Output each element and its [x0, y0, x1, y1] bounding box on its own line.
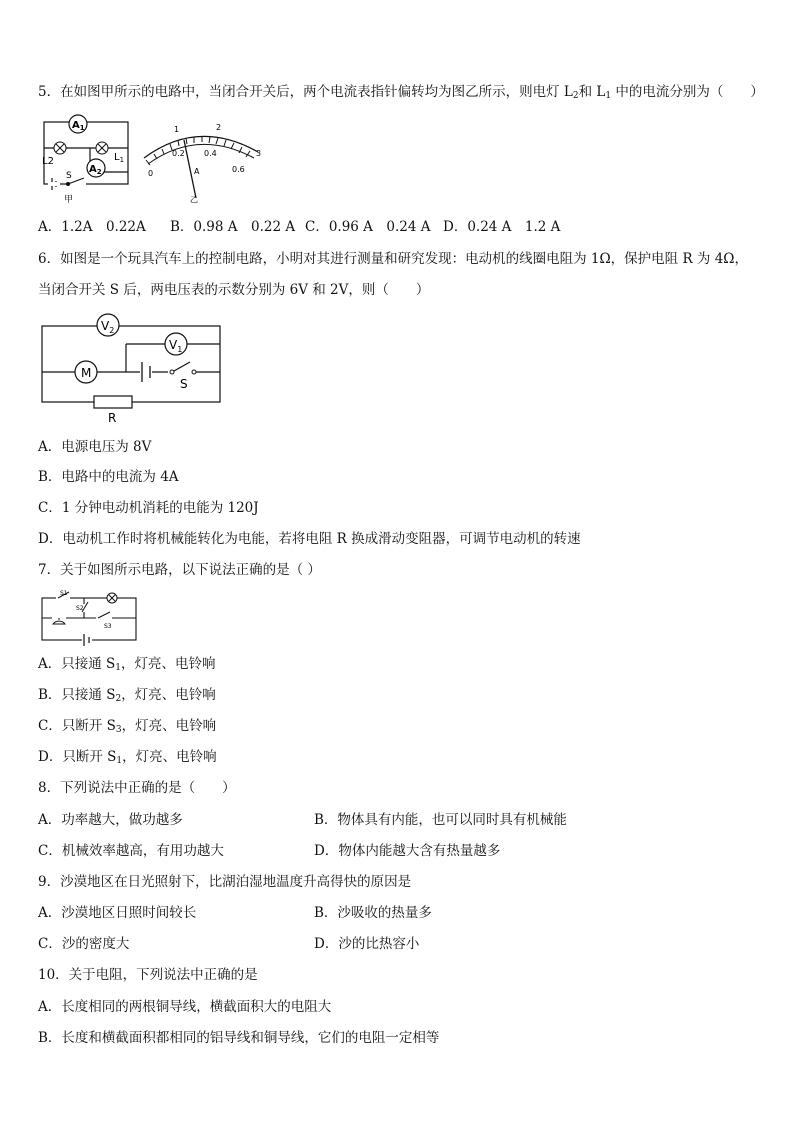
svg-text:S2: S2 — [76, 605, 84, 612]
q5-option-c: C．0.96 A 0.24 A — [305, 219, 431, 235]
svg-text:0.6: 0.6 — [232, 165, 245, 174]
q6-stem-line1: 6．如图是一个玩具汽车上的控制电路，小明对其进行测量和研究发现：电动机的线圈电阻为 1Ω，保护电阻 R 为 4Ω， — [38, 251, 748, 267]
battery-icon — [82, 634, 92, 646]
bell-icon — [52, 615, 66, 625]
q8-option-d: D．物体内能越大含有热量越多 — [314, 843, 501, 859]
svg-text:L1: $L_1$ — [114, 152, 125, 164]
q5-circuit-jia-figure — [38, 112, 133, 204]
switch-icon — [168, 362, 196, 376]
q6-option-b: B．电路中的电流为 4A — [38, 469, 179, 485]
lamp-l1-icon — [96, 142, 108, 154]
q8-option-c: C．机械效率越高，有用功越大 — [38, 843, 224, 859]
svg-text:0.4: 0.4 — [204, 149, 217, 158]
q9-option-d: D．沙的比热容小 — [314, 936, 420, 952]
q8-stem: 8．下列说法中正确的是（ ） — [38, 780, 236, 796]
q7-option-b: B．只接通 $S_2$，灯亮、电铃响 — [38, 687, 216, 704]
battery-icon — [140, 362, 152, 382]
svg-text:V1: $V_1$ — [169, 338, 183, 354]
q7-option-d: D．只断开 $S_1$，灯亮、电铃响 — [38, 749, 217, 766]
q5-ammeter-yi-figure — [136, 118, 266, 204]
jia-caption: 甲 — [64, 195, 74, 204]
svg-text:R: R — [108, 411, 117, 424]
q5-options — [38, 218, 560, 236]
svg-text:V2: $V_2$ — [101, 319, 115, 335]
q6-option-d: D．电动机工作时将机械能转化为电能，若将电阻 R 换成滑动变阻器，可调节电动机的转速 — [38, 531, 581, 547]
l2-label: L2 — [42, 156, 54, 167]
svg-text:S: S — [180, 377, 188, 391]
svg-text:S1: S1 — [60, 590, 68, 597]
svg-text:S3: S3 — [104, 623, 112, 630]
svg-text:A1: $A_1$ — [72, 120, 85, 132]
lamp-icon — [107, 593, 117, 603]
q7-option-a: A．只接通 $S_1$，灯亮、电铃响 — [38, 656, 216, 673]
q8-option-a: A．功率越大，做功越多 — [38, 812, 183, 828]
q7-circuit-figure — [38, 590, 140, 646]
q7-stem: 7．关于如图所示电路，以下说法正确的是（ ） — [38, 562, 321, 578]
resistor-icon — [94, 396, 132, 408]
q6-stem-line2: 当闭合开关 S 后，两电压表的示数分别为 6V 和 2V，则（ ） — [38, 282, 430, 298]
q6-option-c: C．1 分钟电动机消耗的电能为 120J — [38, 500, 259, 516]
yi-caption: 乙 — [190, 195, 198, 204]
q6-option-a: A．电源电压为 8V — [38, 439, 152, 455]
q7-option-c: C．只断开 $S_3$，灯亮、电铃响 — [38, 718, 217, 735]
q9-option-c: C．沙的密度大 — [38, 936, 130, 952]
q6-circuit-figure — [38, 312, 224, 424]
svg-text:A: A — [194, 167, 200, 176]
svg-text:0: 0 — [148, 169, 154, 178]
q9-option-a: A．沙漠地区日照时间较长 — [38, 905, 197, 921]
svg-text:M: M — [81, 366, 92, 380]
svg-text:3: 3 — [256, 149, 262, 158]
q10-option-a: A．长度相同的两根铜导线，横截面积大的电阻大 — [38, 999, 332, 1015]
q5-stem: 5．在如图甲所示的电路中，当闭合开关后，两个电流表指针偏转均为图乙所示，则电灯 $L_2$和 $L_1$ 中的电流分别为（ ） — [38, 84, 764, 101]
s-label: S — [66, 171, 72, 181]
q10-option-b: B．长度和横截面积都相同的铝导线和铜导线，它们的电阻一定相等 — [38, 1030, 440, 1046]
q5-option-b: B．0.98 A 0.22 A — [170, 219, 296, 235]
q5-option-d: D．0.24 A 1.2 A — [443, 219, 561, 235]
lamp-l2-icon — [54, 142, 66, 154]
q10-stem: 10．关于电阻，下列说法中正确的是 — [38, 967, 258, 983]
svg-text:2: 2 — [216, 123, 222, 132]
svg-text:1: 1 — [174, 125, 180, 134]
svg-text:A2: $A_2$ — [89, 164, 102, 176]
q9-stem: 9．沙漠地区在日光照射下，比湖泊湿地温度升高得快的原因是 — [38, 874, 412, 890]
svg-text:0.2: 0.2 — [172, 149, 185, 158]
q5-option-a: A．1.2A 0.22A — [38, 219, 146, 235]
q9-option-b: B．沙吸收的热量多 — [314, 905, 432, 921]
scale-ticks — [146, 136, 250, 165]
q8-option-b: B．物体具有内能，也可以同时具有机械能 — [314, 812, 567, 828]
switch-s3-icon — [96, 612, 112, 621]
